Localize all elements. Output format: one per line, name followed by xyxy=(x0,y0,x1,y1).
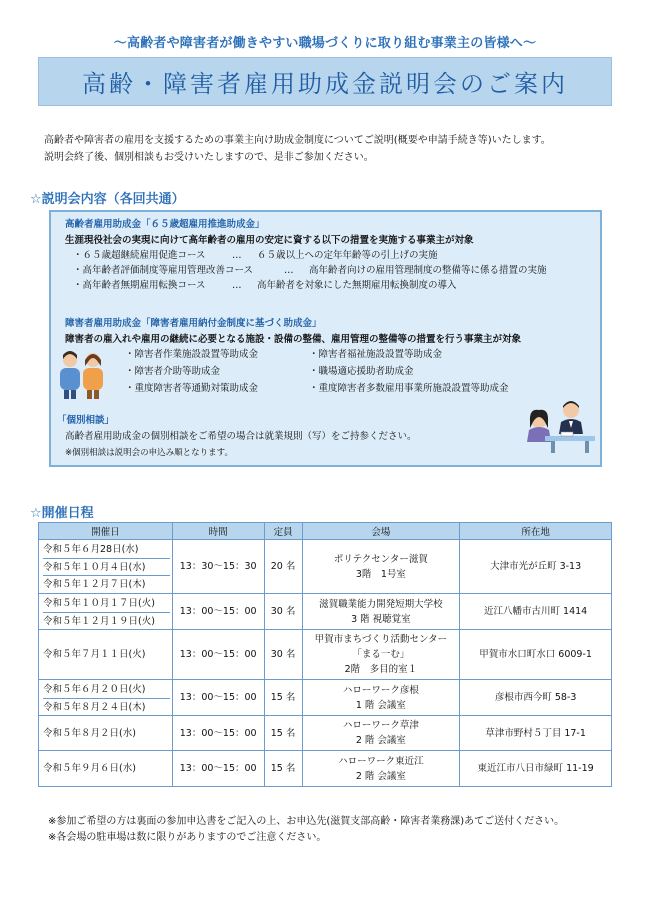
venue-line: ハローワーク東近江 xyxy=(338,755,424,767)
consult-text: 高齢者雇用助成金の個別相談をご希望の場合は就業規則（写）をご持参ください。 xyxy=(65,431,417,442)
time-cell: 13：30～15：30 xyxy=(172,540,264,594)
table-row xyxy=(39,751,612,787)
venue-line: 3階 1号室 xyxy=(355,568,406,580)
title-banner xyxy=(38,57,612,106)
disabled-right-2: ・職場適応援助者助成金 xyxy=(309,366,414,377)
elder-course-1-name: ・６５歳超継続雇用促進コース xyxy=(73,250,206,261)
time-cell: 13：00～15：00 xyxy=(172,594,264,630)
elder-course-1-desc: ６５歳以上への定年年齢等の引上げの実施 xyxy=(257,250,438,261)
date-cell xyxy=(39,630,173,680)
venue-line: 2 階 会議室 xyxy=(355,770,406,782)
venue-line: 滋賀職業能力開発短期大学校 xyxy=(319,598,443,610)
time-cell: 13：00～15：00 xyxy=(172,716,264,751)
address-cell: 東近江市八日市緑町 11-19 xyxy=(460,751,612,787)
address-cell: 甲賀市水口町水口 6009-1 xyxy=(460,630,612,680)
elder-course-2-sep: … xyxy=(284,265,294,276)
venue-line: 3 階 視聴覚室 xyxy=(351,613,411,625)
disabled-left-1: ・障害者作業施設設置等助成金 xyxy=(125,349,259,360)
date-item: 令和５年６月２０日(火) xyxy=(43,683,146,695)
table-row xyxy=(39,630,612,680)
time-cell: 13：00～15：00 xyxy=(172,680,264,716)
header-time: 時間 xyxy=(172,523,264,540)
date-cell xyxy=(39,716,173,751)
header-date: 開催日 xyxy=(39,523,173,540)
capacity-cell: 15 名 xyxy=(264,716,302,751)
date-item: 令和５年７月１１日(火) xyxy=(43,649,146,660)
venue-cell xyxy=(302,630,460,680)
schedule-header-row xyxy=(39,523,612,540)
table-row xyxy=(39,594,612,630)
disabled-right-3: ・重度障害者多数雇用事業所施設設置等助成金 xyxy=(309,383,509,394)
date-item: 令和５年６月28日(水) xyxy=(43,544,139,555)
content-box xyxy=(49,210,602,467)
venue-line: 「まる一む」 xyxy=(352,649,410,660)
header-venue: 会場 xyxy=(302,523,460,540)
header-address: 所在地 xyxy=(460,523,612,540)
note-line-2: ※各会場の駐車場は数に限りがありますのでご注意ください。 xyxy=(48,832,327,843)
capacity-cell: 30 名 xyxy=(264,594,302,630)
venue-line: 2 階 会議室 xyxy=(355,735,406,746)
consult-title: 「個別相談」 xyxy=(57,415,115,426)
elder-course-3-desc: 高年齢者を対象にした無期雇用転換制度の導入 xyxy=(257,280,457,291)
elder-course-2-desc: 高年齢者向けの雇用管理制度の整備等に係る措置の実施 xyxy=(309,265,547,276)
address-cell: 大津市光が丘町 3-13 xyxy=(460,540,612,594)
date-item: 令和５年８月２４日(木) xyxy=(43,698,170,715)
date-cell xyxy=(39,540,173,594)
date-item: 令和５年８月２日(水) xyxy=(43,727,136,739)
disabled-right-1: ・障害者福祉施設設置等助成金 xyxy=(309,349,443,360)
intro-text xyxy=(44,132,624,166)
consultation-illustration-icon xyxy=(521,398,599,454)
table-row xyxy=(39,716,612,751)
date-item: 令和５年１０月１７日(火) xyxy=(43,597,155,609)
header-subtitle: ～高齢者や障害者が働きやすい職場づくりに取り組む事業主の皆様へ～ xyxy=(113,36,537,51)
date-item: 令和５年１０月４日(水) xyxy=(43,558,170,575)
venue-cell xyxy=(302,540,460,594)
table-row xyxy=(39,680,612,716)
date-item: 令和５年１２月７日(木) xyxy=(43,575,170,592)
elder-grant-lead: 生涯現役社会の実現に向けて高年齢者の雇用の安定に資する以下の措置を実施する事業主が対象 xyxy=(65,235,474,246)
disabled-left-3: ・重度障害者等通勤対策助成金 xyxy=(125,383,259,394)
capacity-cell: 15 名 xyxy=(264,751,302,787)
address-cell: 近江八幡市古川町 1414 xyxy=(460,594,612,630)
elder-grant-title: 高齢者雇用助成金「６５歳超雇用推進助成金」 xyxy=(65,219,265,230)
capacity-cell: 30 名 xyxy=(264,630,302,680)
consult-note: ※個別相談は説明会の申込み順となります。 xyxy=(65,448,233,458)
venue-line: 1 階 会議室 xyxy=(355,699,406,711)
table-row xyxy=(39,540,612,594)
date-cell xyxy=(39,680,173,716)
intro-line-2: 説明会終了後、個別相談もお受けいたしますので、是非ご参加ください。 xyxy=(44,152,374,163)
elder-course-3-name: ・高年齢者無期雇用転換コース xyxy=(73,280,206,291)
venue-cell xyxy=(302,594,460,630)
time-cell: 13：00～15：00 xyxy=(172,630,264,680)
page-title: 高齢・障害者雇用助成金説明会のご案内 xyxy=(82,70,568,98)
date-cell xyxy=(39,594,173,630)
address-cell: 草津市野村５丁目 17-1 xyxy=(460,716,612,751)
date-cell xyxy=(39,751,173,787)
elder-course-1-sep: … xyxy=(232,250,242,261)
venue-line: 甲賀市まちづくり活動センター xyxy=(314,634,448,645)
date-item: 令和５年１２月１９日(火) xyxy=(43,612,170,629)
schedule-table xyxy=(38,522,612,787)
venue-line: ポリテクセンター滋賀 xyxy=(333,553,428,565)
elder-course-2-name: ・高年齢者評価制度等雇用管理改善コース xyxy=(73,265,254,276)
capacity-cell: 15 名 xyxy=(264,680,302,716)
venue-cell xyxy=(302,680,460,716)
venue-cell xyxy=(302,751,460,787)
venue-line: 2階 多目的室１ xyxy=(344,664,418,675)
venue-line: ハローワーク彦根 xyxy=(342,684,419,696)
workers-illustration-icon xyxy=(57,348,107,400)
elder-course-3-sep: … xyxy=(232,280,242,291)
intro-line-1: 高齢者や障害者の雇用を支援するための事業主向け助成金制度についてご説明(概要や申請手続き等)いたします。 xyxy=(44,135,551,146)
venue-cell xyxy=(302,716,460,751)
venue-line: ハローワーク草津 xyxy=(342,720,419,731)
schedule-section-heading: ☆開催日程 xyxy=(30,506,94,521)
time-cell: 13：00～15：00 xyxy=(172,751,264,787)
content-section-heading: ☆説明会内容（各回共通） xyxy=(30,192,185,207)
footer-notes xyxy=(48,814,564,846)
disabled-grant-title: 障害者雇用助成金「障害者雇用納付金制度に基づく助成金」 xyxy=(65,318,322,329)
note-line-1: ※参加ご希望の方は裏面の参加申込書をご記入の上、お申込先(滋賀支部高齢・障害者業務課)あてご送付ください。 xyxy=(48,816,565,827)
capacity-cell: 20 名 xyxy=(264,540,302,594)
address-cell: 彦根市西今町 58-3 xyxy=(460,680,612,716)
disabled-grant-lead: 障害者の雇入れや雇用の継続に必要となる施設・設備の整備、雇用管理の整備等の措置を行う事業主が対象 xyxy=(65,334,522,345)
disabled-left-2: ・障害者介助等助成金 xyxy=(125,366,221,377)
header-capacity: 定員 xyxy=(264,523,302,540)
date-item: 令和５年９月６日(水) xyxy=(43,763,136,774)
